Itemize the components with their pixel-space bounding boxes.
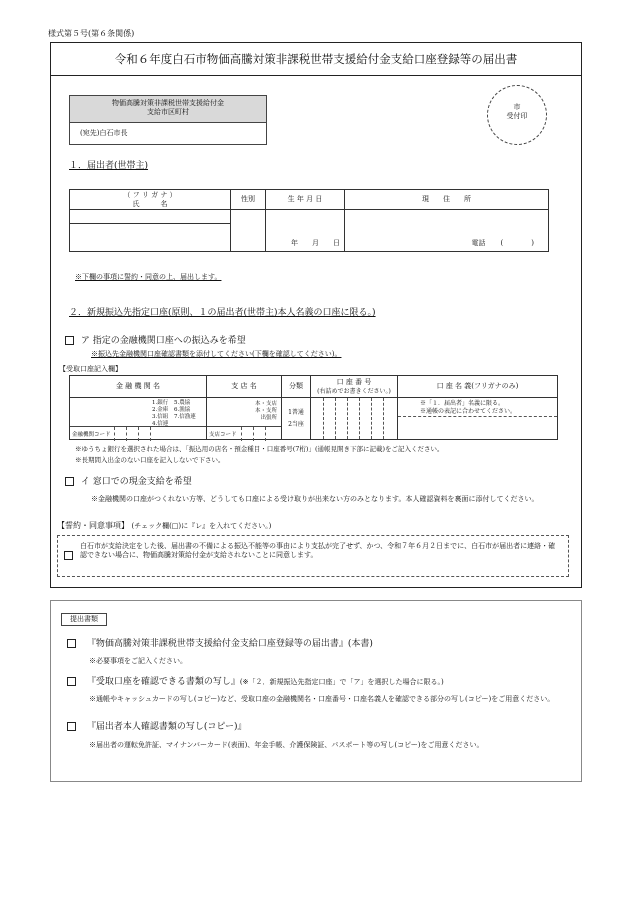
account-type-field[interactable] [282, 398, 311, 440]
addressee-city-mayor: (宛先)白石市長 [80, 129, 128, 137]
addressee-header [70, 96, 266, 123]
name-label: 氏 名 [132, 199, 168, 208]
account-table [69, 375, 558, 440]
form-number: 様式第５号(第６条関係) [48, 29, 135, 38]
bank-type: 2.金庫 [152, 406, 169, 413]
submission-item [67, 677, 444, 689]
code-divider [253, 427, 254, 441]
main-form-frame [50, 42, 582, 588]
stamp-label: 受付印 [506, 111, 528, 120]
account-type-ordinary[interactable]: 1普通 [288, 409, 304, 417]
option-b-label: イ 窓口での現金支給を希望 [80, 477, 192, 487]
name-header [70, 190, 231, 210]
code-divider [265, 427, 266, 441]
account-holder-field[interactable] [398, 398, 558, 440]
digit-divider [335, 398, 336, 439]
date-fields-label: 年 月 日 [291, 239, 340, 247]
code-divider [126, 427, 127, 441]
submission-item-title: 『受取口座を確認できる書類の写し』 [86, 677, 240, 687]
col-branch: 支 店 名 [207, 376, 282, 398]
addressee-line2: 支給市区町村 [147, 107, 189, 116]
col-account-label: 口 座 番 号 [336, 377, 372, 386]
furigana-field[interactable] [70, 210, 231, 224]
code-divider [114, 427, 115, 441]
submission-item-suffix: (※「２．新規振込先指定口座」で「ア」を選択した場合に限る。) [239, 678, 444, 686]
submission-heading: 提出書類 [61, 613, 107, 626]
bank-type: 1.銀行 [152, 400, 169, 406]
address-label: 現 住 所 [345, 190, 549, 210]
bank-code-row [70, 426, 206, 441]
submission-item3-checkbox[interactable] [67, 722, 76, 731]
bank-name-field[interactable] [70, 398, 207, 440]
addressee-box [69, 95, 267, 145]
code-divider [138, 427, 139, 441]
addressee-line1: 物価高騰対策非課税世帯支援給付金 [112, 99, 224, 107]
submission-item-note: ※届出者の運転免許証、マイナンバーカード(表面)、年金手帳、介護保険証、パスポート等の写し(コピー)をご用意ください。 [89, 741, 484, 749]
bank-type: 6.漁協 [174, 406, 191, 413]
pledge-notice: ※下欄の事項に誓約・同意の上、届出します。 [75, 273, 222, 281]
dob-label: 生 年 月 日 [266, 190, 345, 210]
receipt-account-label: 【受取口座記入欄】 [59, 365, 122, 373]
submission-item-title: 『物価高騰対策非課税世帯支援給付金支給口座登録等の届出書』(本書) [86, 639, 373, 649]
option-a-note: ※振込先金融機関口座確認書類を添付してください(下欄を確認してください)。 [91, 350, 342, 358]
section1-heading: １．届出者(世帯主) [69, 161, 149, 171]
yucho-note: ※ゆうちょ銀行を選択された場合は、「振込用の店名・預金種目・口座番号(7桁)」(通帳見開き下部に記載)をご記入ください。 [75, 445, 444, 453]
option-a-checkbox[interactable] [65, 336, 74, 345]
gender-field[interactable] [231, 210, 266, 252]
code-divider [241, 427, 242, 441]
digit-divider [383, 398, 384, 439]
pledge-text: 白石市が支給決定をした後、届出書の不備による振込不能等の事由により支払が完了せず、かつ、令和７年６月２日までに、白石市が届出者に連絡・確認できない場合に、物価高騰対策給付金が支給されないことに同意します。 [80, 542, 556, 559]
address-field[interactable] [345, 210, 549, 252]
option-b-checkbox[interactable] [65, 477, 74, 486]
gender-label: 性別 [231, 190, 266, 210]
pledge-box [57, 535, 569, 577]
digit-divider [359, 398, 360, 439]
reception-stamp-circle [487, 85, 547, 145]
section2-heading: ２．新規振込先指定口座(原則、１の届出者(世帯主)本人名義の口座に限る。) [69, 308, 376, 318]
stamp-city: 市 [513, 103, 521, 111]
furigana-label: （ フ リ ガ ナ ） [123, 190, 177, 199]
bank-types-b [174, 400, 196, 421]
col-type: 分類 [282, 376, 311, 398]
branch-code-label: 支店コード [209, 432, 237, 438]
branch-code-row [207, 426, 281, 441]
submission-frame [50, 600, 582, 782]
digit-divider [323, 398, 324, 439]
name-field[interactable] [70, 224, 231, 252]
pledge-checkbox[interactable] [64, 551, 73, 560]
branch-name-field[interactable] [207, 398, 282, 440]
pledge-heading-row [57, 521, 271, 531]
col-holder: 口 座 名 義(フリガナのみ) [398, 376, 558, 398]
phone-label: 電話 [471, 239, 486, 247]
account-type-current[interactable]: 2当座 [288, 420, 304, 428]
option-a-label: ア 指定の金融機関口座への振込みを希望 [80, 336, 246, 346]
code-divider [150, 427, 151, 441]
bank-code-label: 金融機関コード [72, 432, 111, 438]
title-divider [51, 75, 581, 76]
holder-note2: ※通帳の表記に合わせてください。 [420, 407, 517, 415]
digit-divider [371, 398, 372, 439]
bank-type: 5.農協 [174, 400, 191, 406]
holder-note-area [398, 398, 557, 417]
branch-type: 出張所 [260, 415, 277, 422]
branch-types [255, 401, 277, 422]
col-bank: 金 融 機 関 名 [70, 376, 207, 398]
bank-types-a [152, 400, 168, 428]
dob-field[interactable] [266, 210, 345, 252]
col-account [311, 376, 398, 398]
option-a-row [65, 336, 246, 348]
option-b-row [65, 477, 192, 489]
digit-divider [347, 398, 348, 439]
dormant-note: ※長期間入出金のない口座を記入しないで下さい。 [75, 456, 225, 464]
pledge-instruction: (チェック欄(□)に『レ』を入れてください。) [131, 522, 272, 530]
submission-item2-checkbox[interactable] [67, 677, 76, 686]
bank-type: 4.信連 [152, 420, 169, 427]
phone-field[interactable]: ( ) [500, 239, 534, 247]
bank-type: 3.信組 [152, 413, 169, 420]
submission-item-note: ※必要事項をご記入ください。 [89, 657, 187, 665]
account-number-field[interactable] [311, 398, 398, 440]
submission-item [67, 639, 373, 651]
col-account-sub: (右詰めでお書きください。) [317, 388, 391, 396]
submission-item1-checkbox[interactable] [67, 639, 76, 648]
branch-type: 本・支所 [254, 408, 277, 415]
submission-item-note: ※通帳やキャッシュカードの写し(コピー)など、受取口座の金融機関名・口座番号・口座名義人を確認できる部分の写し(コピー)をご用意ください。 [89, 695, 555, 703]
pledge-heading: 【誓約・同意事項】 [57, 521, 129, 530]
applicant-table [69, 189, 549, 252]
form-title: 令和６年度白石市物価高騰対策非課税世帯支援給付金支給口座登録等の届出書 [114, 52, 518, 66]
submission-item [67, 722, 247, 734]
holder-note1: ※「１．届出者」名義に限る。 [420, 400, 505, 407]
option-b-note: ※金融機関の口座がつくれない方等、どうしても口座による受け取りが出来ない方のみとなります。本人確認資料を裏面に添付してください。 [91, 495, 539, 503]
submission-item-title: 『届出者本人確認書類の写し(コピー)』 [86, 722, 247, 732]
bank-type: 7.信漁連 [174, 413, 196, 420]
branch-type: 本・支店 [254, 401, 277, 407]
